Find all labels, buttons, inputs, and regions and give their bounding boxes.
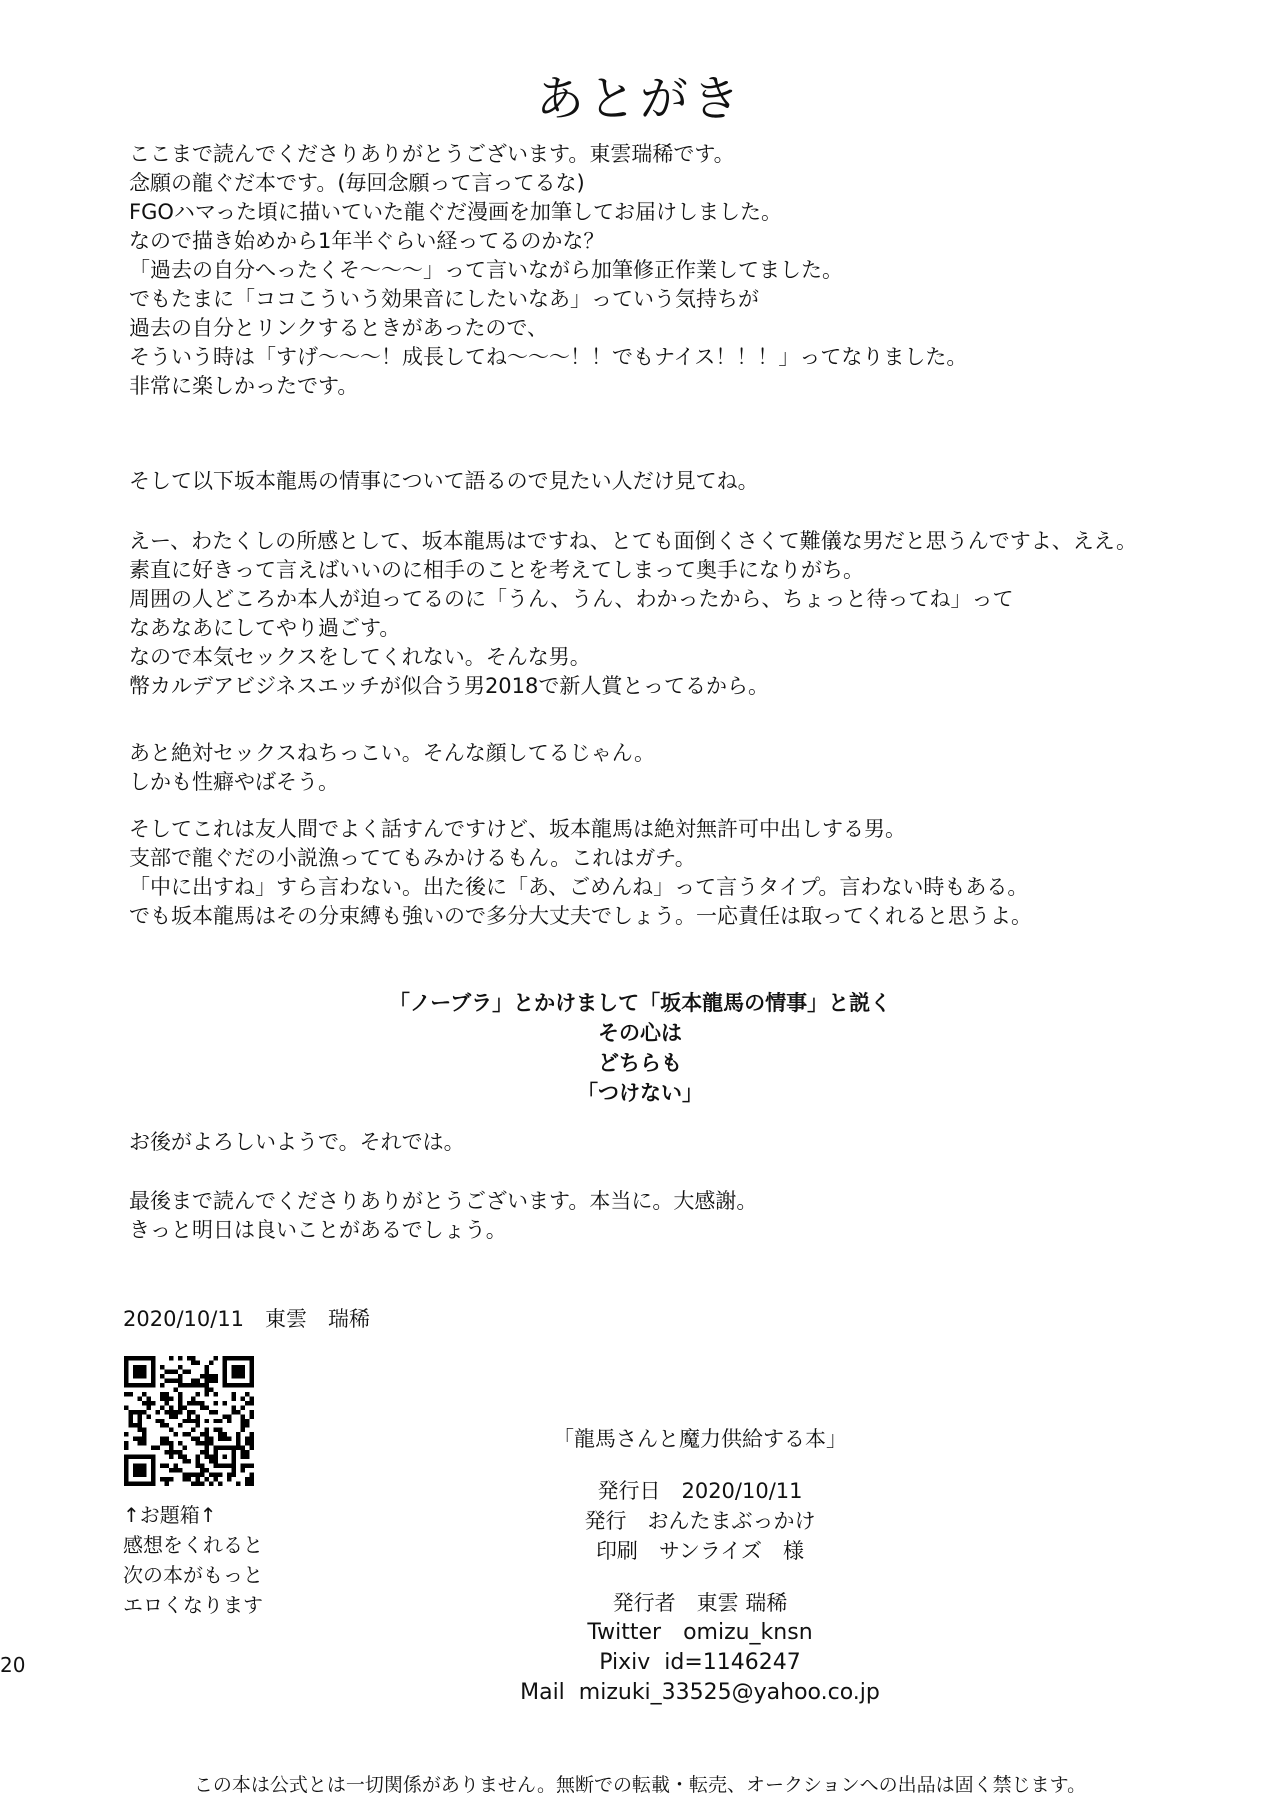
qr-caption-line: 感想をくれると <box>123 1533 263 1557</box>
text-line: そして以下坂本龍馬の情事について語るので見たい人だけ見てね。 <box>129 469 759 493</box>
riddle-line: その心は <box>598 1021 682 1045</box>
page-title: あとがき <box>535 71 744 127</box>
text-line: あと絶対セックスねちっこい。そんな顔してるじゃん。 <box>129 741 656 765</box>
disclaimer: この本は公式とは一切関係がありません。無断での転載・転売、オークションへの出品は固く禁じます。 <box>193 1774 1087 1796</box>
text-line: FGOハマった頃に描いていた龍ぐだ漫画を加筆してお届けしました。 <box>129 200 783 224</box>
author: 発行者 東雲 瑞稀 <box>612 1591 788 1615</box>
text-line: しかも性癖やばそう。 <box>129 770 339 794</box>
text-line: 幣カルデアビジネスエッチが似合う男2018で新人賞とってるから。 <box>129 674 769 698</box>
qr-caption-line: ↑お題箱↑ <box>123 1503 217 1527</box>
text-line: なので描き始めから1年半ぐらい経ってるのかな？ <box>129 229 605 253</box>
text-line: 周囲の人どころか本人が迫ってるのに「うん、うん、わかったから、ちょっと待ってね」って <box>129 587 1014 611</box>
face-paragraph <box>129 739 1229 797</box>
text-line: 非常に楽しかったです。 <box>129 374 359 398</box>
friend-paragraph <box>129 815 1229 931</box>
riddle-line: どちらも <box>598 1051 682 1075</box>
closing-paragraph <box>129 1128 1229 1157</box>
riddle-block <box>0 988 1280 1108</box>
book-title: 「龍馬さんと魔力供給する本」 <box>553 1427 847 1451</box>
text-line: でもたまに「ココこういう効果音にしたいなあ」っていう気持ちが <box>129 287 759 311</box>
date-signature: 2020/10/11 東雲 瑞稀 <box>123 1307 371 1331</box>
thanks-paragraph <box>129 1187 1229 1245</box>
text-line: 念願の龍ぐだ本です。(毎回念願って言ってるな) <box>129 171 585 195</box>
text-line: お後がよろしいようで。それでは。 <box>129 1130 465 1154</box>
text-line: 「過去の自分へったくそ〜〜〜」って言いながら加筆修正作業してました。 <box>129 258 843 282</box>
qr-caption-line: エロくなります <box>123 1593 263 1617</box>
text-line: 最後まで読んでくださりありがとうございます。本当に。大感謝。 <box>129 1189 758 1213</box>
text-line: そういう時は「すげ〜〜〜！成長してね〜〜〜！！でもナイス！！！」ってなりました。 <box>129 345 968 369</box>
text-line: そしてこれは友人間でよく話すんですけど、坂本龍馬は絶対無許可中出しする男。 <box>129 817 906 841</box>
riddle-line: 「ノーブラ」とかけまして「坂本龍馬の情事」と説く <box>388 991 892 1015</box>
publish-date: 発行日 2020/10/11 <box>597 1479 803 1503</box>
text-line: きっと明日は良いことがあるでしょう。 <box>129 1218 507 1242</box>
pixiv-id: Pixiv id=1146247 <box>599 1650 801 1675</box>
qr-caption-line: 次の本がもっと <box>123 1563 263 1587</box>
text-line: 支部で龍ぐだの小説漁っててもみかけるもん。これはガチ。 <box>129 846 696 870</box>
riddle-line: 「つけない」 <box>577 1081 703 1105</box>
colophon <box>470 1424 930 1708</box>
text-line: 「中に出すね」すら言わない。出た後に「あ、ごめんね」って言うタイプ。言わない時もある。 <box>129 875 1029 899</box>
mail-address: Mail mizuki_33525@yahoo.co.jp <box>520 1680 880 1705</box>
text-line: なあなあにしてやり過ごす。 <box>129 616 401 640</box>
twitter-handle: Twitter omizu_knsn <box>587 1620 813 1645</box>
opinion-paragraph <box>129 527 1229 701</box>
text-line: ここまで読んでくださりありがとうございます。東雲瑞稀です。 <box>129 142 735 166</box>
printer: 印刷 サンライズ 様 <box>595 1539 805 1563</box>
spacer <box>470 1566 930 1588</box>
page-number: 20 <box>0 1653 26 1677</box>
text-line: なので本気セックスをしてくれない。そんな男。 <box>129 645 591 669</box>
text-line: 素直に好きって言えばいいのに相手のことを考えてしまって奥手になりがち。 <box>129 558 864 582</box>
intro-paragraph <box>129 140 1229 401</box>
publisher: 発行 おんたまぶっかけ <box>584 1509 816 1533</box>
text-line: でも坂本龍馬はその分束縛も強いので多分大丈夫でしょう。一応責任は取ってくれると思うよ。 <box>129 904 1032 928</box>
section-intro <box>129 467 1229 496</box>
text-line: えー、わたくしの所感として、坂本龍馬はですね、とても面倒くさくて難儀な男だと思うんですよ、ええ。 <box>129 529 1137 553</box>
qr-code[interactable] <box>124 1356 254 1486</box>
qr-caption <box>123 1500 263 1620</box>
text-line: 過去の自分とリンクするときがあったので、 <box>129 316 548 340</box>
